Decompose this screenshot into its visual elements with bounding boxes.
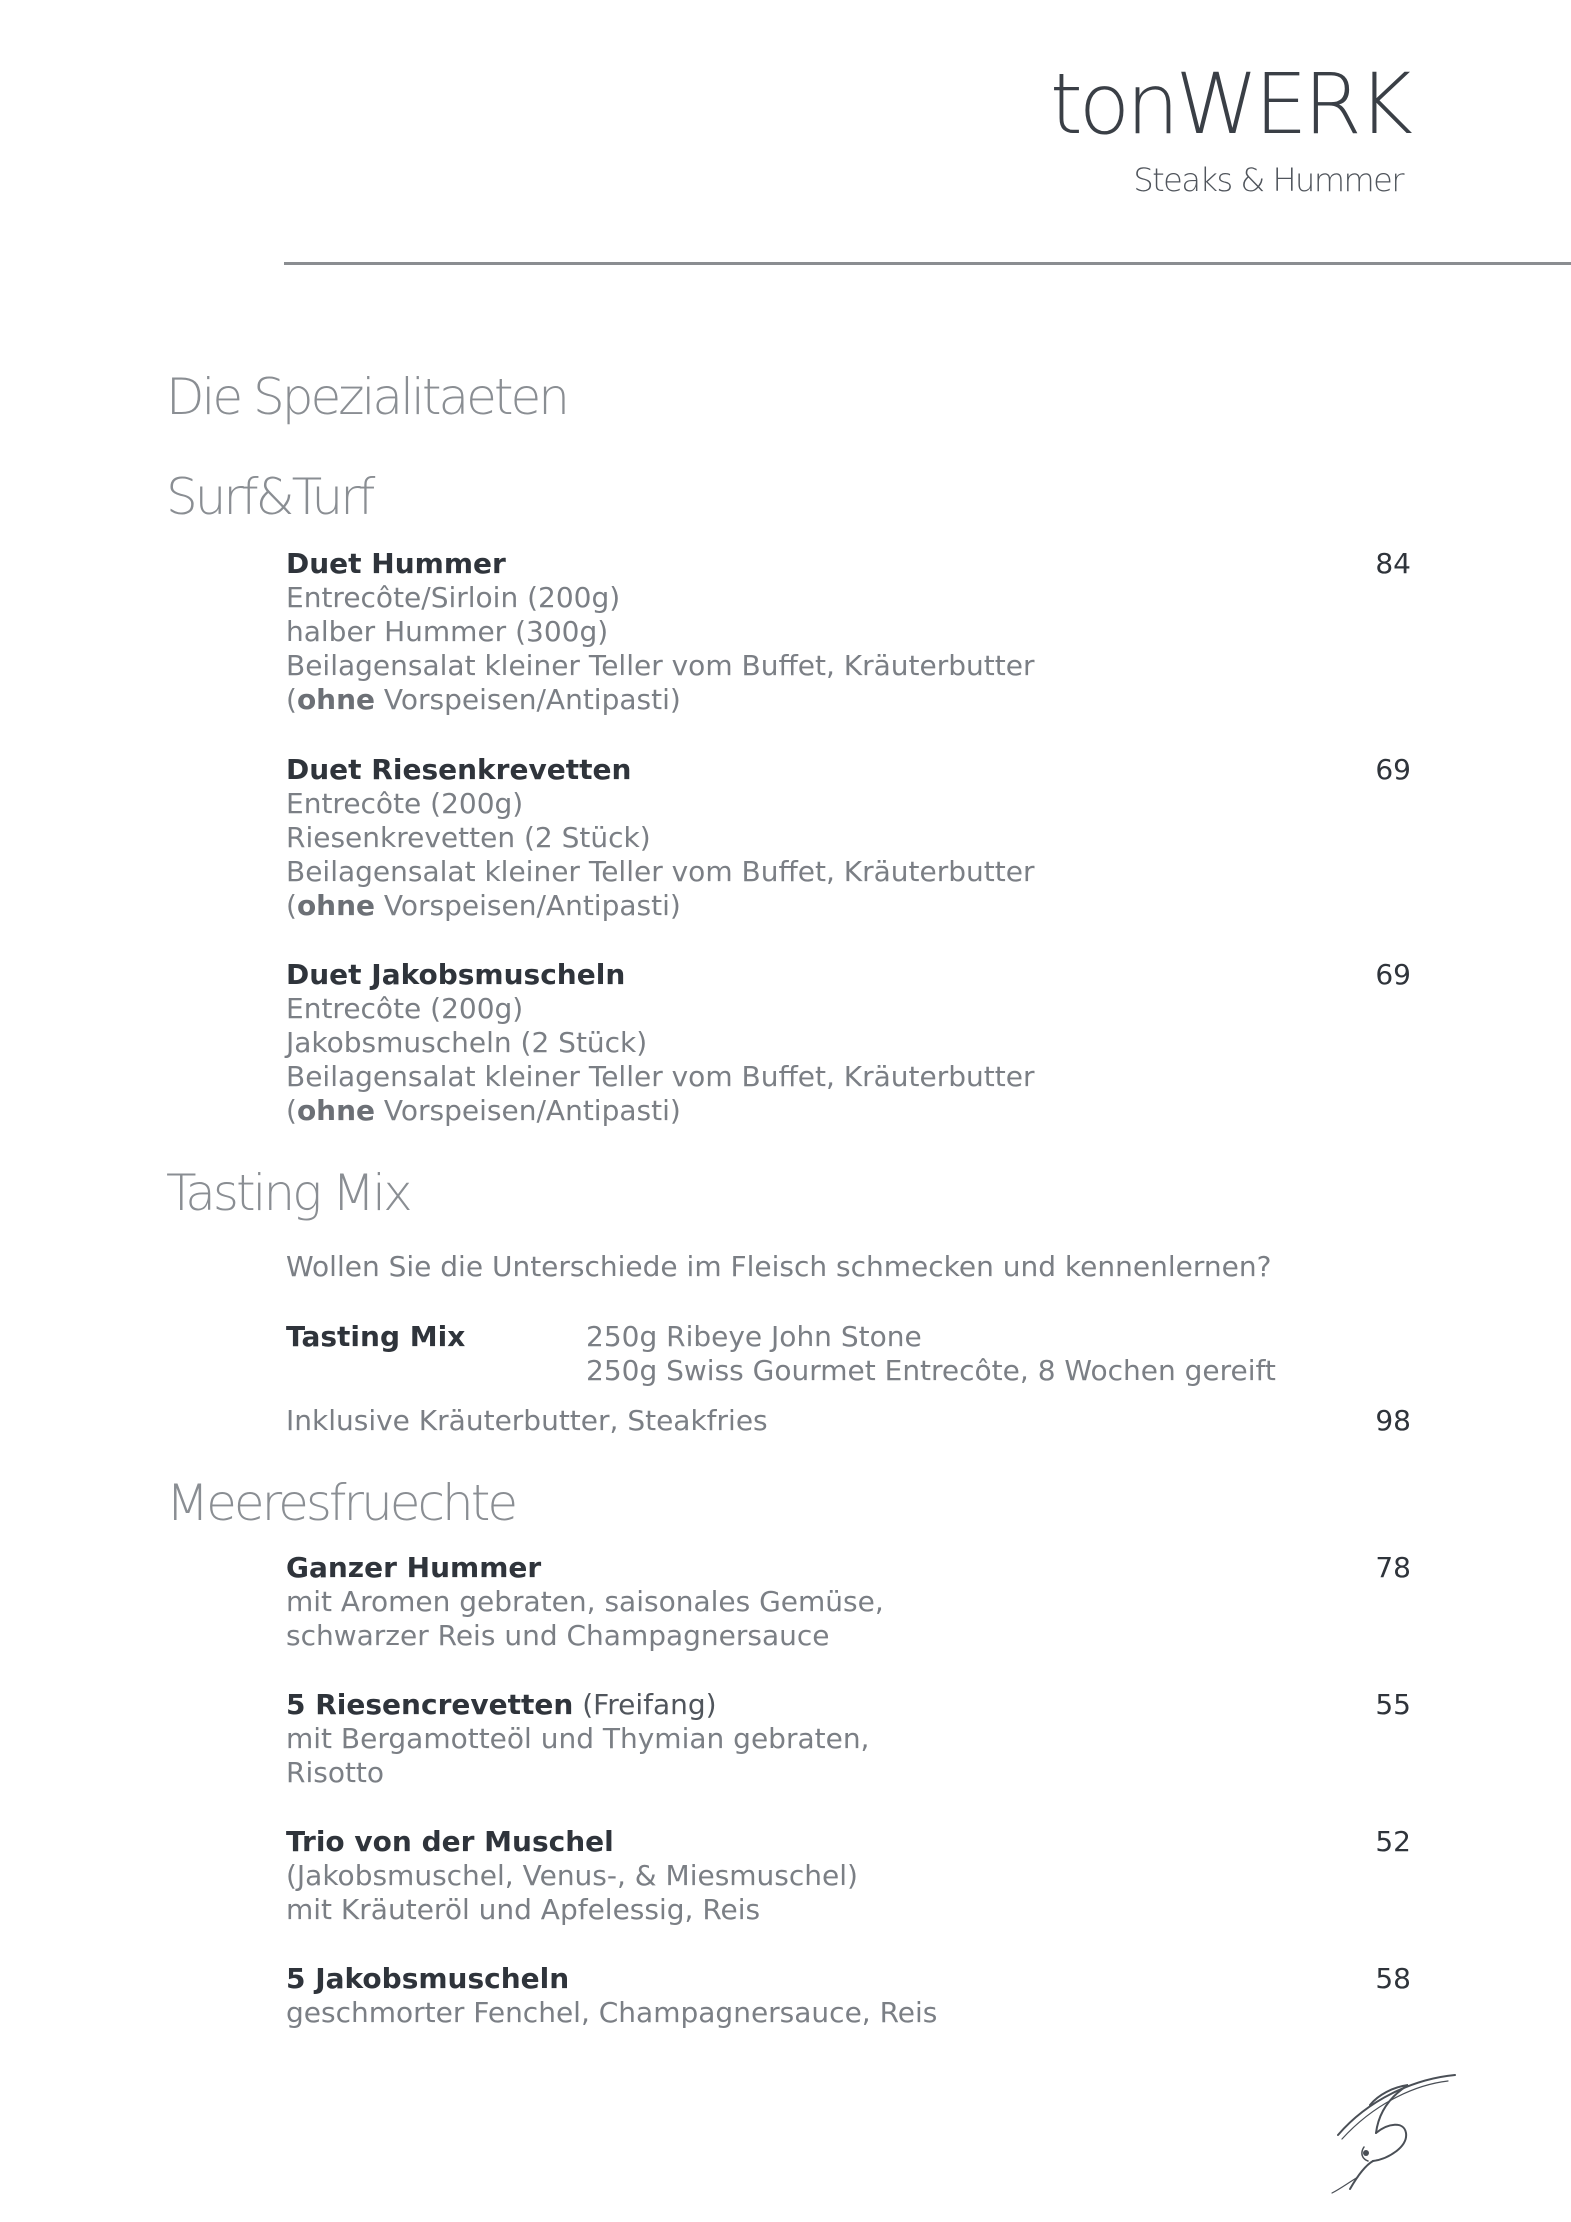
tasting-mix-footer <box>286 1404 1411 1438</box>
menu-item-line: mit Aromen gebraten, saisonales Gemüse, <box>286 1585 884 1618</box>
menu-item-price: 52 <box>1375 1825 1411 1858</box>
menu-item-price: 78 <box>1375 1551 1411 1584</box>
menu-item-name: Trio von der Muschel <box>286 1825 614 1858</box>
menu-item-line: Beilagensalat kleiner Teller vom Buffet, Kräuterbutter <box>286 1060 1035 1093</box>
menu-item-header <box>286 753 1411 787</box>
menu-item-note: (Freifang) <box>573 1688 717 1721</box>
menu-item-header <box>286 1962 1411 1996</box>
menu-item-exclusion <box>286 1094 1411 1128</box>
exclusion-rest: Vorspeisen/Antipasti) <box>375 1094 681 1127</box>
menu-item-line: mit Kräuteröl und Apfelessig, Reis <box>286 1893 761 1926</box>
menu-item-header <box>286 547 1411 581</box>
menu-item <box>286 547 1411 717</box>
menu-item-line: geschmorter Fenchel, Champagnersauce, Reis <box>286 1996 938 2029</box>
page-title: Die Spezialitaeten <box>166 368 567 426</box>
menu-item-line: Risotto <box>286 1756 385 1789</box>
tasting-mix-intro: Wollen Sie die Unterschiede im Fleisch schmecken und kennenlernen? <box>286 1250 1272 1283</box>
menu-item-header <box>286 1688 1411 1722</box>
exclusion-open: ( <box>286 683 297 716</box>
menu-item-price: 69 <box>1375 753 1411 786</box>
menu-item-line: Riesenkrevetten (2 Stück) <box>286 821 651 854</box>
exclusion-open: ( <box>286 889 297 922</box>
exclusion-ohne: ohne <box>296 1094 376 1127</box>
menu-item-line: mit Bergamotteöl und Thymian gebraten, <box>286 1722 870 1755</box>
menu-item <box>286 1688 1411 1790</box>
menu-item-name: 5 Jakobsmuscheln <box>286 1962 570 1995</box>
menu-item-name: 5 Riesencrevetten <box>286 1688 574 1721</box>
menu-item-price: 55 <box>1375 1688 1411 1721</box>
menu-item-line: Entrecôte/Sirloin (200g) <box>286 581 621 614</box>
exclusion-open: ( <box>286 1094 297 1127</box>
menu-item-price: 69 <box>1375 958 1411 991</box>
section-title-meeresfruechte: Meeresfruechte <box>166 1474 516 1532</box>
menu-item-line: Entrecôte (200g) <box>286 787 524 820</box>
menu-item-price: 84 <box>1375 547 1411 580</box>
exclusion-ohne: ohne <box>296 683 376 716</box>
menu-item <box>286 1825 1411 1927</box>
tasting-mix-note: Inklusive Kräuterbutter, Steakfries <box>286 1404 768 1437</box>
menu-item-header <box>286 1551 1411 1585</box>
header-divider <box>284 262 1571 265</box>
menu-item-price: 58 <box>1375 1962 1411 1995</box>
menu-item-exclusion <box>286 889 1411 923</box>
tasting-mix-description <box>586 1320 1276 1388</box>
menu-item-name: Duet Jakobsmuscheln <box>286 958 626 991</box>
tasting-mix-line: 250g Ribeye John Stone <box>586 1320 922 1353</box>
menu-item-line: Jakobsmuscheln (2 Stück) <box>286 1026 648 1059</box>
brand-tagline: Steaks & Hummer <box>1133 161 1403 199</box>
section-title-tasting-mix: Tasting Mix <box>166 1164 410 1222</box>
menu-item-header <box>286 958 1411 992</box>
menu-item-line: schwarzer Reis und Champagnersauce <box>286 1619 830 1652</box>
menu-item-header <box>286 1825 1411 1859</box>
menu-item-line: (Jakobsmuschel, Venus-, & Miesmuschel) <box>286 1859 858 1892</box>
stylized-bird-sketch-icon <box>1318 2065 1458 2199</box>
menu-item-line: Beilagensalat kleiner Teller vom Buffet, Kräuterbutter <box>286 649 1035 682</box>
exclusion-ohne: ohne <box>296 889 376 922</box>
exclusion-rest: Vorspeisen/Antipasti) <box>375 889 681 922</box>
tasting-mix-price: 98 <box>1375 1404 1411 1437</box>
menu-item-name: Ganzer Hummer <box>286 1551 542 1584</box>
menu-item-line: Entrecôte (200g) <box>286 992 524 1025</box>
menu-item-name: Duet Riesenkrevetten <box>286 753 632 786</box>
menu-item <box>286 958 1411 1128</box>
menu-item-line: halber Hummer (300g) <box>286 615 609 648</box>
menu-item-exclusion <box>286 683 1411 717</box>
tasting-mix-line: 250g Swiss Gourmet Entrecôte, 8 Wochen gereift <box>586 1354 1276 1387</box>
brand-name: tonWERK <box>1049 55 1409 153</box>
tasting-mix-label: Tasting Mix <box>286 1320 466 1353</box>
menu-item <box>286 753 1411 923</box>
menu-item <box>286 1962 1411 2030</box>
section-title-surf-turf: Surf&Turf <box>166 468 373 526</box>
menu-item-line: Beilagensalat kleiner Teller vom Buffet, Kräuterbutter <box>286 855 1035 888</box>
exclusion-rest: Vorspeisen/Antipasti) <box>375 683 681 716</box>
menu-item-name: Duet Hummer <box>286 547 506 580</box>
menu-item <box>286 1551 1411 1653</box>
